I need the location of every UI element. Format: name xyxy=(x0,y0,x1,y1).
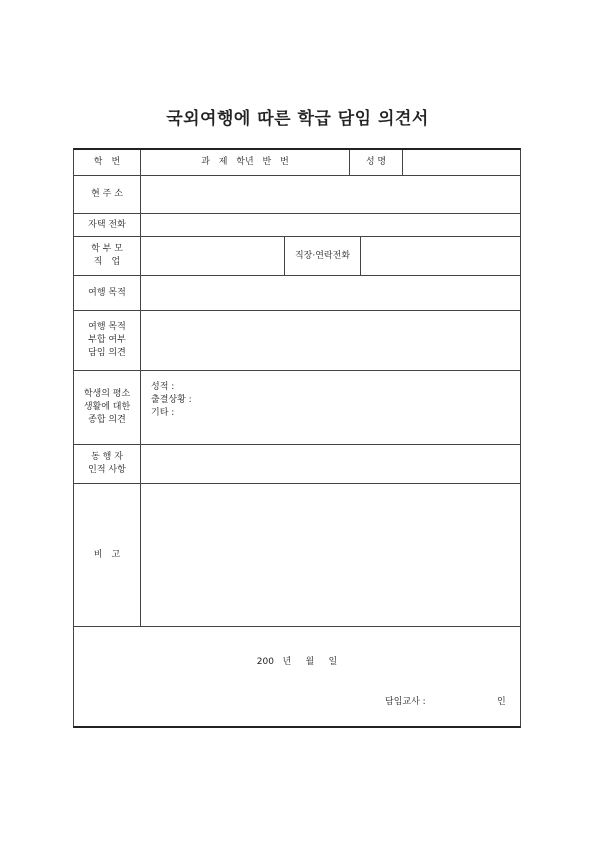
label-life-opinion xyxy=(74,371,141,444)
field-life-opinion[interactable] xyxy=(141,371,520,444)
life-opinion-grades: 성적 : xyxy=(151,382,175,392)
field-address[interactable] xyxy=(141,176,520,213)
row-address xyxy=(74,176,520,214)
row-suitability xyxy=(74,311,520,371)
label-parent-job xyxy=(74,237,141,275)
label-suitability-line1: 여행 목적 xyxy=(88,322,126,332)
label-work-phone: 직장·연락전화 xyxy=(285,237,361,275)
life-opinion-attendance: 출결상황 : xyxy=(151,395,192,405)
label-student-no: 학 번 xyxy=(74,150,141,175)
row-home-phone xyxy=(74,214,520,237)
footer-signature-area xyxy=(74,627,520,728)
label-suitability-line2: 부합 여부 xyxy=(88,335,126,345)
footer-seal: 인 xyxy=(497,697,506,707)
footer-date: 200 년 월 일 xyxy=(256,657,338,667)
row-purpose xyxy=(74,276,520,311)
label-name: 성 명 xyxy=(350,150,403,175)
label-life-opinion-line2: 생활에 대한 xyxy=(83,402,131,412)
field-student-no[interactable] xyxy=(141,150,350,175)
document-title: 국외여행에 따른 학급 담임 의견서 xyxy=(166,109,429,129)
label-purpose: 여행 목적 xyxy=(74,276,141,310)
opinion-form xyxy=(73,148,521,728)
label-parent-job-line2: 직 업 xyxy=(93,257,121,267)
label-companion-line1: 동 행 자 xyxy=(91,452,123,462)
field-companion[interactable] xyxy=(141,445,520,483)
field-remarks[interactable] xyxy=(141,484,520,626)
label-home-phone: 자택 전화 xyxy=(74,214,141,236)
field-suitability[interactable] xyxy=(141,311,520,370)
label-life-opinion-line1: 학생의 평소 xyxy=(83,389,131,399)
footer-teacher-label: 담임교사 : xyxy=(385,697,426,707)
label-companion-line2: 인적 사항 xyxy=(88,465,126,475)
label-remarks: 비 고 xyxy=(74,484,141,626)
field-home-phone[interactable] xyxy=(141,214,520,236)
field-purpose[interactable] xyxy=(141,276,520,310)
label-address: 현 주 소 xyxy=(74,176,141,213)
life-opinion-other: 기타 : xyxy=(151,408,175,418)
row-remarks xyxy=(74,484,520,627)
label-suitability-line3: 담임 의견 xyxy=(88,348,126,358)
student-no-text: 과 제 학년 반 번 xyxy=(201,157,289,167)
label-companion xyxy=(74,445,141,483)
label-parent-job-line1: 학 부 모 xyxy=(91,244,123,254)
label-life-opinion-line3: 종합 의견 xyxy=(88,415,126,425)
field-name[interactable] xyxy=(403,150,520,175)
row-life-opinion xyxy=(74,371,520,445)
row-parent-job xyxy=(74,237,520,276)
row-student-no xyxy=(74,150,520,176)
field-work-phone[interactable] xyxy=(361,237,520,275)
label-suitability xyxy=(74,311,141,370)
field-parent-job[interactable] xyxy=(141,237,285,275)
row-companion xyxy=(74,445,520,484)
